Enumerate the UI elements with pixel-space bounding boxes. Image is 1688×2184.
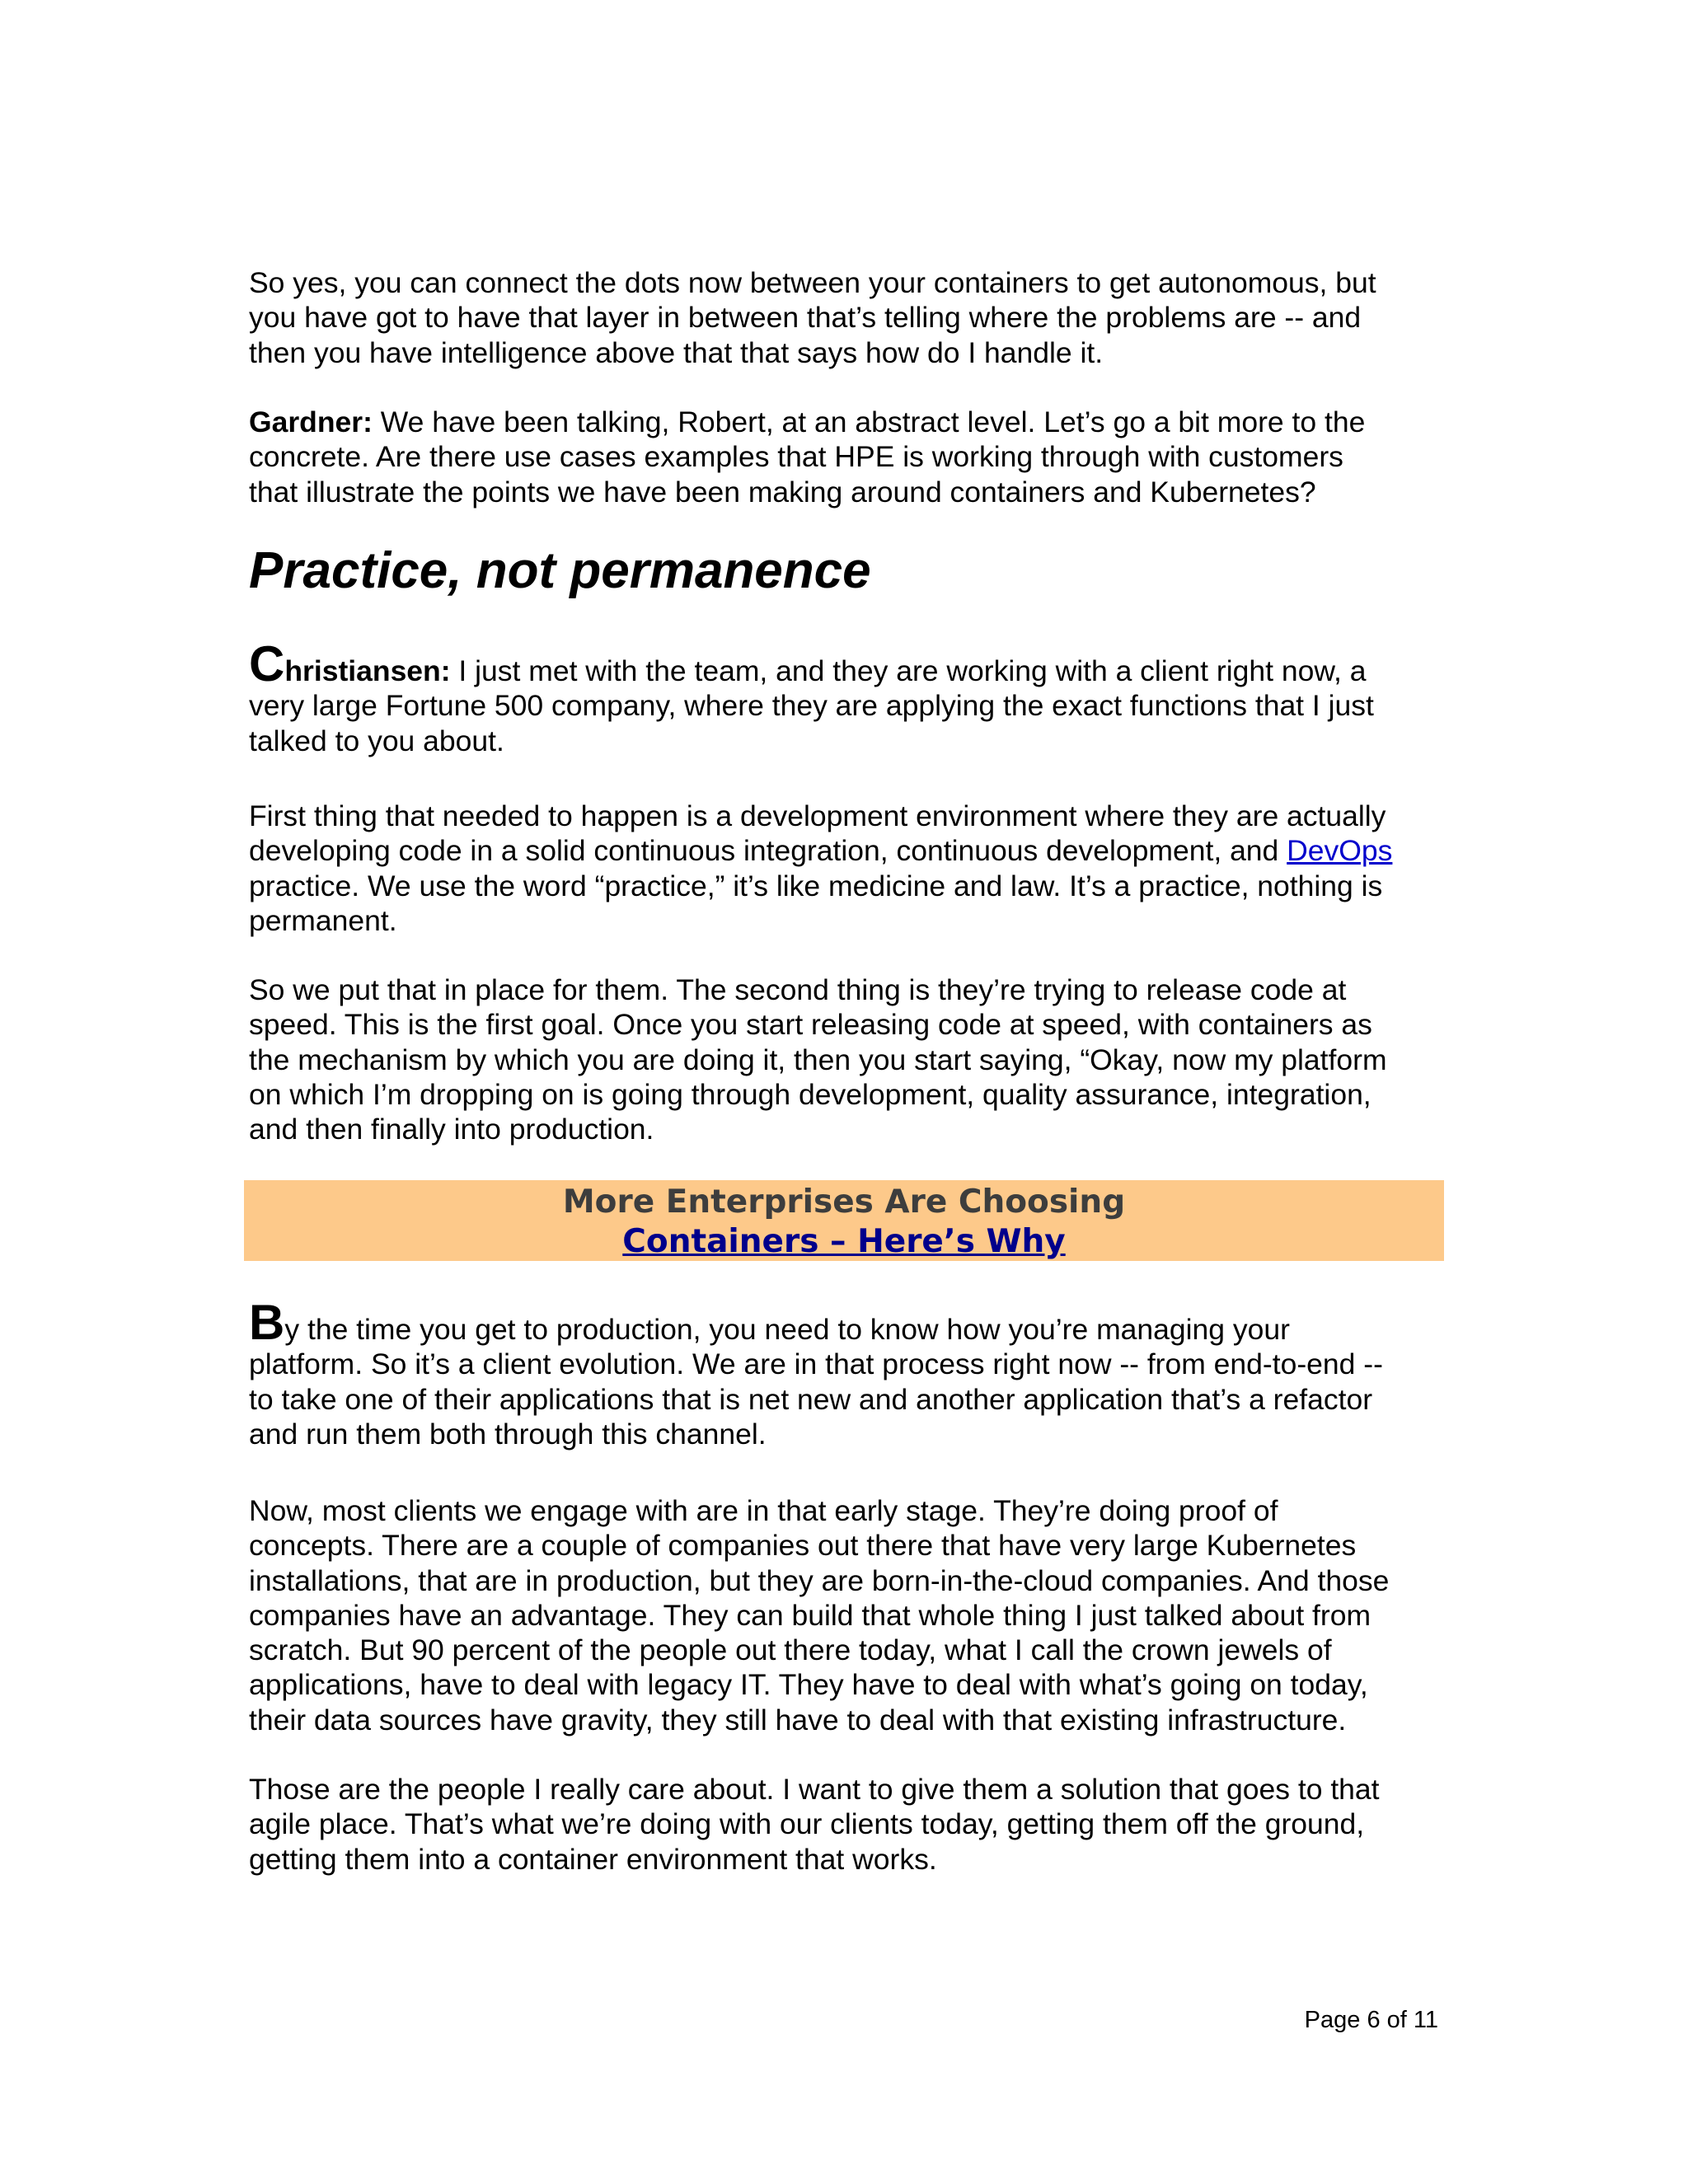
paragraph-first-thing-text: First thing that needed to happen is a development environment where they are actually developing code in a solid continuous integration, continuous development, and: [249, 799, 1386, 868]
paragraph-early-stage: Now, most clients we engage with are in that early stage. They’re doing proof of concepts. There are a couple of companies out there that have very large Kubernetes installations, that are in production, but they are born-in-the-cloud companies. And those companies have an advantage. They can build that whole thing I just talked about from scratch. But 90 percent of the people out there today, what I call the crown jewels of applications, have to deal with legacy IT. They have to deal with what’s going on today, their data sources have gravity, they still have to deal with that existing infrastructure.: [249, 1494, 1390, 1736]
speaker-label-christiansen: hristiansen:: [284, 654, 451, 687]
drop-cap-c: C: [249, 636, 285, 691]
devops-link[interactable]: DevOps: [1287, 834, 1393, 868]
drop-cap-b: B: [249, 1295, 285, 1350]
paragraph-gardner-text: We have been talking, Robert, at an abstract level. Let’s go a bit more to the concrete. Are there use cases examples that HPE is working through with customers that illustrate the points we have been making around containers and Kubernetes?: [249, 405, 1366, 509]
paragraph-christiansen-answer: [249, 636, 1452, 758]
paragraph-first-thing: [249, 799, 1452, 938]
callout-link[interactable]: Containers – Here’s Why: [622, 1223, 1066, 1260]
paragraph-dots: So yes, you can connect the dots now between your containers to get autonomous, but you have got to have that layer in between that’s telling where the problems are -- and then you have intelligence above that that says how do I handle it.: [249, 266, 1376, 369]
related-article-callout: [244, 1180, 1444, 1261]
paragraph-care-about: Those are the people I really care about. I want to give them a solution that goes to that agile place. That’s what we’re doing with our clients today, getting them off the ground, getting them into a container environment that works.: [249, 1773, 1380, 1876]
paragraph-christiansen-text: I just met with the team, and they are working with a client right now, a very large Fortune 500 company, where they are applying the exact functions that I just talked to you about.: [249, 654, 1374, 757]
paragraph-gardner-question: [249, 405, 1452, 509]
paragraph-second-thing: So we put that in place for them. The second thing is they’re trying to release code at speed. This is the first goal. Once you start releasing code at speed, with containers as the mechanism by which you are doing it, then you start saying, “Okay, now my platform on which I’m dropping on is going through development, quality assurance, integration, and then finally into production.: [249, 973, 1387, 1146]
paragraph-by-the-time-text: y the time you get to production, you need to know how you’re managing your platform. So it’s a client evolution. We are in that process right now -- from end-to-end -- to take one of their applications that is net new and another application that’s a refactor and run them both through this channel.: [249, 1313, 1383, 1451]
paragraph-first-thing-rest: practice. We use the word “practice,” it’s like medicine and law. It’s a practice, nothing is permanent.: [249, 869, 1383, 937]
callout-title: More Enterprises Are Choosing: [562, 1183, 1126, 1221]
section-heading: Practice, not permanence: [249, 542, 871, 599]
page-number: Page 6 of 11: [1304, 2007, 1438, 2033]
paragraph-by-the-time: [249, 1295, 1452, 1451]
speaker-label-gardner: Gardner:: [249, 405, 373, 438]
